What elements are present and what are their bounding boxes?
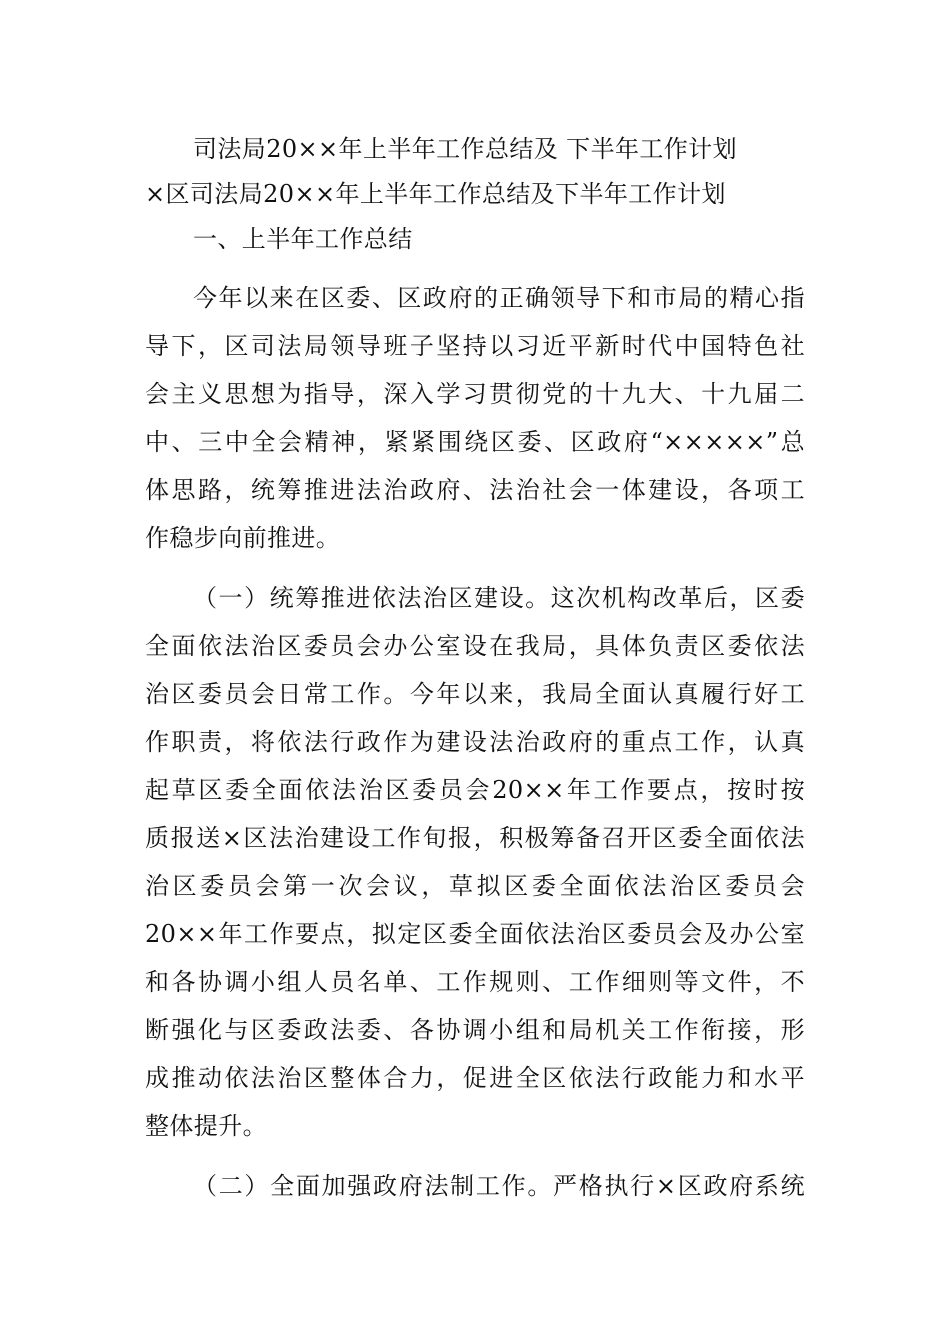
section-heading: 一、上半年工作总结 [193,225,413,253]
paragraph-line: 质报送×区法治建设工作旬报，积极筹备召开区委全面依法 [145,824,805,852]
paragraph-3 [145,1162,805,1210]
paragraph-line: 作职责，将依法行政作为建设法治政府的重点工作，认真 [145,728,805,756]
paragraph-line: 导下，区司法局领导班子坚持以习近平新时代中国特色社 [145,332,805,360]
paragraph-line: （二）全面加强政府法制工作。严格执行×区政府系统 [193,1172,805,1200]
paragraph-line: 整体提升。 [145,1112,267,1140]
paragraph-line: 作稳步向前推进。 [145,524,341,552]
paragraph-line: 会主义思想为指导，深入学习贯彻党的十九大、十九届二 [145,380,805,408]
paragraph-line: 治区委员会日常工作。今年以来，我局全面认真履行好工 [145,680,805,708]
paragraph-line: （一）统筹推进依法治区建设。这次机构改革后，区委 [193,584,805,612]
paragraph-line: 治区委员会第一次会议，草拟区委全面依法治区委员会 [145,872,805,900]
paragraph-line: 断强化与区委政法委、各协调小组和局机关工作衔接，形 [145,1016,805,1044]
paragraph-line: 和各协调小组人员名单、工作规则、工作细则等文件，不 [145,968,805,996]
paragraph-1 [145,274,805,562]
document-subtitle: ×区司法局20××年上半年工作总结及下半年工作计划 [145,180,726,208]
paragraph-line: 全面依法治区委员会办公室设在我局，具体负责区委依法 [145,632,805,660]
document-body [145,127,805,1210]
document-title: 司法局20××年上半年工作总结及 下半年工作计划 [193,135,737,163]
paragraph-2 [145,574,805,1150]
paragraph-line: 成推动依法治区整体合力，促进全区依法行政能力和水平 [145,1064,805,1092]
paragraph-line: 今年以来在区委、区政府的正确领导下和市局的精心指 [193,284,805,312]
paragraph-line: 起草区委全面依法治区委员会20××年工作要点，按时按 [145,776,805,804]
paragraph-line: 体思路，统筹推进法治政府、法治社会一体建设，各项工 [145,476,805,504]
paragraph-line: 20××年工作要点，拟定区委全面依法治区委员会及办公室 [145,920,805,948]
paragraph-line: 中、三中全会精神，紧紧围绕区委、区政府“×××××”总 [145,428,805,456]
